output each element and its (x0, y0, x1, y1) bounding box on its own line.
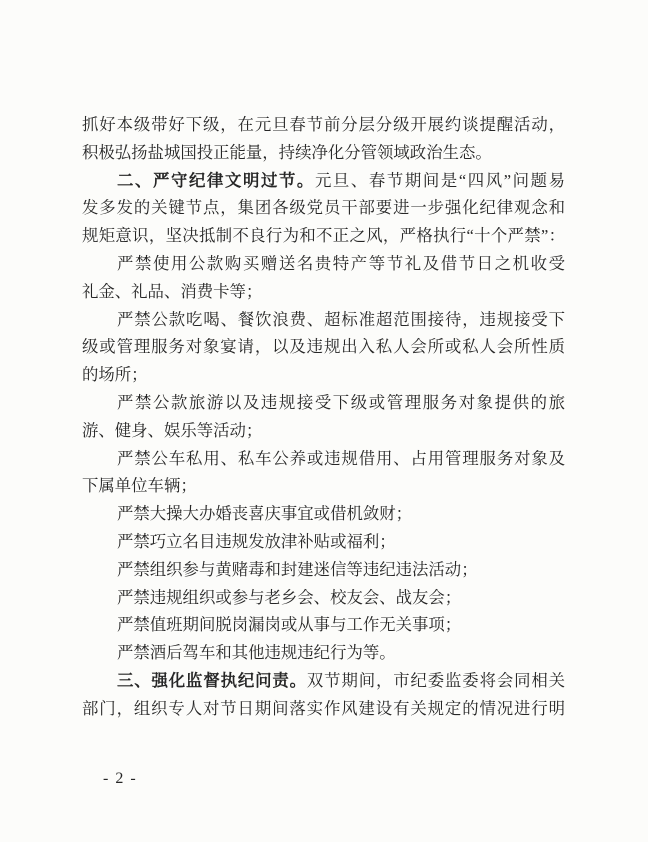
body-text-run: 部门，组织专人对节日期间落实作风建设有关规定的情况进行明 (82, 698, 565, 718)
text-line (82, 389, 565, 417)
body-text-run: 严禁大操大办婚丧喜庆事宜或借机敛财； (117, 504, 413, 524)
text-line (82, 417, 565, 445)
text-line (82, 306, 565, 334)
body-text-run: 双节期间，市纪委监委将会同相关 (306, 670, 566, 690)
body-text-run: 严禁使用公款购买赠送名贵特产等节礼及借节日之机收受 (117, 253, 565, 273)
body-text-run: 礼金、礼品、消费卡等； (82, 281, 263, 301)
text-line (82, 528, 565, 556)
body-text-run: 严禁公款吃喝、餐饮浪费、超标准超范围接待，违规接受下 (117, 309, 565, 329)
text-line (82, 445, 565, 473)
text-line (82, 139, 565, 167)
body-text-run: 严禁违规组织或参与老乡会、校友会、战友会； (117, 587, 462, 607)
body-text-run: 级或管理服务对象宴请，以及违规出入私人会所或私人会所性质 (82, 337, 565, 357)
text-line (82, 361, 565, 389)
body-text-run: 规矩意识，坚决抵制不良行为和不正之风，严格执行“十个严禁”： (82, 226, 565, 246)
body-text-run: 下属单位车辆； (82, 476, 197, 496)
text-line (82, 250, 565, 278)
body-text-run: 严禁值班期间脱岗漏岗或从事与工作无关事项； (117, 615, 462, 635)
text-line (82, 667, 565, 695)
body-text-run: 严禁组织参与黄赌毒和封建迷信等违纪违法活动； (117, 559, 478, 579)
page-number: - 2 - (103, 770, 138, 787)
body-text-run: 抓好本级带好下级，在元旦春节前分层分级开展约谈提醒活动， (82, 115, 565, 134)
text-line (82, 333, 565, 361)
body-text-run: 的场所； (82, 365, 148, 385)
body-text-run: 严禁巧立名目违规发放津补贴或福利； (117, 531, 396, 551)
text-line (82, 278, 565, 306)
text-line (82, 584, 565, 612)
section-heading-run: 三、强化监督执纪问责。 (117, 671, 307, 690)
section-heading-run: 二、严守纪律文明过节。 (117, 171, 315, 190)
body-text-run: 发多发的关键节点，集团各级党员干部要进一步强化纪律观念和 (82, 198, 565, 218)
text-line (82, 167, 565, 195)
text-line (82, 695, 565, 723)
text-line (82, 639, 565, 667)
body-text-run: 严禁公款旅游以及违规接受下级或管理服务对象提供的旅 (117, 392, 565, 412)
body-text-run: 游、健身、娱乐等活动； (82, 420, 263, 440)
text-line (82, 611, 565, 639)
body-text-run: 严禁酒后驾车和其他违规违纪行为等。 (117, 643, 396, 663)
text-line (82, 500, 565, 528)
document-text (82, 111, 565, 723)
text-line (82, 556, 565, 584)
text-line (82, 472, 565, 500)
text-line (82, 111, 565, 139)
text-line (82, 222, 565, 250)
body-text-run: 元旦、春节期间是“四风”问题易 (314, 170, 565, 190)
body-text-run: 严禁公车私用、私车公养或违规借用、占用管理服务对象及 (117, 448, 565, 468)
text-line (82, 194, 565, 222)
body-text-run: 积极弘扬盐城国投正能量，持续净化分管领域政治生态。 (82, 142, 492, 162)
